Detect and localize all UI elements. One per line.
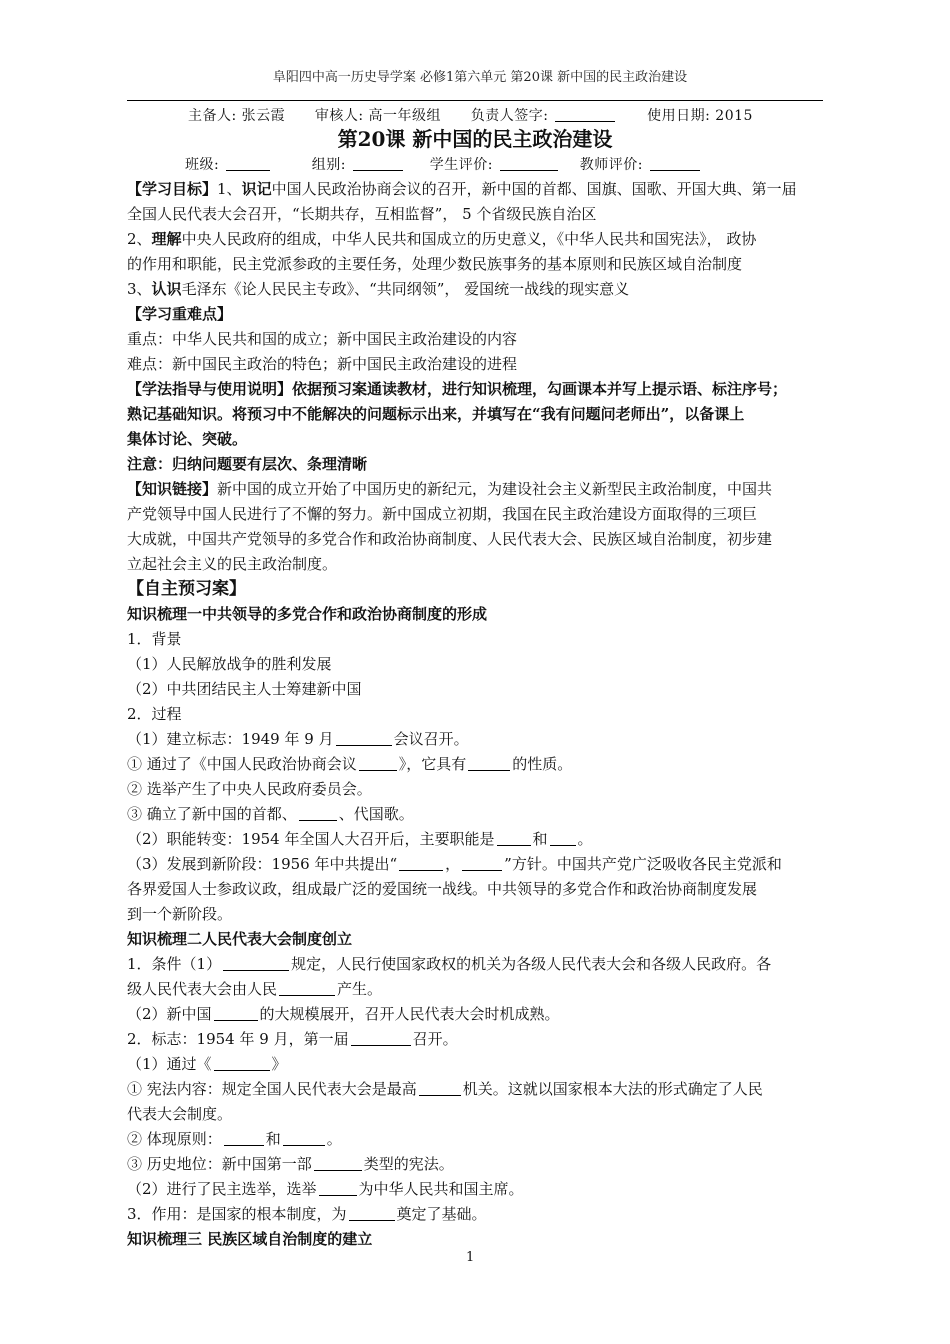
t2-condition-2: （2）新中国 的大规模展开，召开人民代表大会时机成熟。 [127,1005,560,1023]
teacher-eval-blank[interactable] [650,154,700,171]
topic-1-title: 知识梳理一中共领导的多党合作和政治协商制度的形成 [127,605,488,623]
blank[interactable] [223,954,289,971]
blank[interactable] [224,1129,264,1146]
focus-line: 重点：中华人民共和国的成立；新中国民主政治建设的内容 [127,330,518,348]
signer: 负责人签字: [470,108,549,124]
blank[interactable] [283,1129,325,1146]
class-label: 班级: [185,157,220,173]
blank[interactable] [399,854,443,871]
guide-line-1: 【学法指导与使用说明】依据预习案通读教材，进行知识梳理，勾画课本并写上提示语、标注序号； [127,380,788,398]
t1-background: 1．背景 [127,630,182,648]
blank[interactable] [462,854,502,871]
blank[interactable] [359,754,397,771]
group-label: 组别: [311,157,346,173]
goal-3-line-1: 3、认识毛泽东《论人民民主专政》、“共同纲领”， 爱国统一战线的现实意义 [127,280,630,298]
reviewer: 审核人: 高一年级组 [314,108,442,124]
goal-1-line-2: 全国人民代表大会召开，“长期共存，互相监督”， 5 个省级民族自治区 [127,205,597,223]
t1-p3-line-2: 各界爱国人士参政议政，组成最广泛的爱国统一战线。中共领导的多党合作和政治协商制度发展 [127,880,758,898]
t1-p3-line-3: 到一个新阶段。 [127,905,233,923]
keypoints-label: 【学习重难点】 [127,305,233,323]
blank[interactable] [279,979,335,996]
t2-status: ③ 历史地位：新中国第一部 类型的宪法。 [127,1155,454,1173]
t1-p3: （3）发展到新阶段：1956 年中共提出“ ， ”方针。中国共产党广泛吸收各民主党派和 [127,855,782,873]
topic-3-title: 知识梳理三 民族区域自治制度的建立 [127,1230,373,1248]
difficulty-line: 难点：新中国民主政治的特色；新中国民主政治建设的进程 [127,355,518,373]
blank[interactable] [214,1004,258,1021]
guide-line-2: 熟记基础知识。将预习中不能解决的问题标示出来，并填写在“我有问题问老师出”，以备课上 [127,405,745,423]
blank[interactable] [468,754,510,771]
blank[interactable] [336,729,392,746]
t2-election: （2）进行了民主选举，选举 为中华人民共和国主席。 [127,1180,524,1198]
student-eval-label: 学生评价: [429,157,493,173]
t2-sign: 2．标志：1954 年 9 月，第一届 召开。 [127,1030,458,1048]
blank[interactable] [351,1029,411,1046]
t2-content-line-2: 代表大会制度。 [127,1105,233,1123]
page-number: 1 [466,1250,475,1265]
student-eval-blank[interactable] [500,154,558,171]
teacher-eval-label: 教师评价: [579,157,643,173]
blank[interactable] [299,804,337,821]
t1-p1: （1）建立标志：1949 年 9 月 会议召开。 [127,730,469,748]
use-date: 使用日期: 2015 [647,108,753,124]
t1-c1: ① 通过了《中国人民政治协商会议 》，它具有 的性质。 [127,755,573,773]
header-rule [127,100,823,101]
t2-function: 3．作用：是国家的根本制度，为 奠定了基础。 [127,1205,487,1223]
signature-blank[interactable] [555,105,615,122]
t2-condition-1-line-2: 级人民代表大会由人民 产生。 [127,980,383,998]
link-line-1: 【知识链接】新中国的成立开始了中国历史的新纪元，为建设社会主义新型民主政治制度，中国共 [127,480,773,498]
blank[interactable] [319,1179,357,1196]
meta-row [188,105,888,127]
blank[interactable] [550,829,576,846]
preparer: 主备人: 张云霞 [188,108,286,124]
preview-heading: 【自主预习案】 [127,579,246,599]
guide-note: 注意：归纳问题要有层次、条理清晰 [127,455,368,473]
group-blank[interactable] [353,154,403,171]
link-line-3: 大成就，中国共产党领导的多党合作和政治协商制度、人民代表大会、民族区域自治制度，初步建 [127,530,773,548]
t1-c3: ③ 确立了新中国的首都、 、代国歌。 [127,805,414,823]
t1-process: 2．过程 [127,705,182,723]
goal-2-line-2: 的作用和职能，民主党派参政的主要任务，处理少数民族事务的基本原则和民族区域自治制度 [127,255,743,273]
topic-2-title: 知识梳理二人民代表大会制度创立 [127,930,353,948]
t1-bg-1: （1）人民解放战争的胜利发展 [127,655,332,673]
page-header: 阜阳四中高一历史导学案 必修1第六单元 第20课 新中国的民主政治建设 [272,70,688,85]
blank[interactable] [419,1079,461,1096]
lesson-title: 第20课 新中国的民主政治建设 [337,127,613,151]
goal-2-line-1: 2、理解中央人民政府的组成，中华人民共和国成立的历史意义，《中华人民共和国宪法》， 政协 [127,230,757,248]
blank[interactable] [214,1054,270,1071]
t1-bg-2: （2）中共团结民主人士筹建新中国 [127,680,362,698]
class-blank[interactable] [226,154,270,171]
link-line-4: 立起社会主义的民主政治制度。 [127,555,338,573]
t2-constitution: （1）通过《 》 [127,1055,287,1073]
link-line-2: 产党领导中国人民进行了不懈的努力。新中国成立初期，我国在民主政治建设方面取得的三项巨 [127,505,758,523]
guide-line-3: 集体讨论、突破。 [127,430,248,448]
t1-p2: （2）职能转变：1954 年全国人大召开后，主要职能是 和 。 [127,830,593,848]
blank[interactable] [314,1154,362,1171]
t2-condition-1: 1．条件（1） 规定，人民行使国家政权的机关为各级人民代表大会和各级人民政府。各 [127,955,772,973]
class-info-row [185,154,885,176]
goal-1-line-1: 【学习目标】1、识记中国人民政治协商会议的召开，新中国的首都、国旗、国歌、开国大典、第一届 [127,180,797,198]
blank[interactable] [349,1204,395,1221]
t1-c2: ② 选举产生了中央人民政府委员会。 [127,780,372,798]
t2-principle: ② 体现原则： 和 。 [127,1130,342,1148]
t2-content: ① 宪法内容：规定全国人民代表大会是最高 机关。这就以国家根本大法的形式确定了人民 [127,1080,763,1098]
blank[interactable] [497,829,531,846]
